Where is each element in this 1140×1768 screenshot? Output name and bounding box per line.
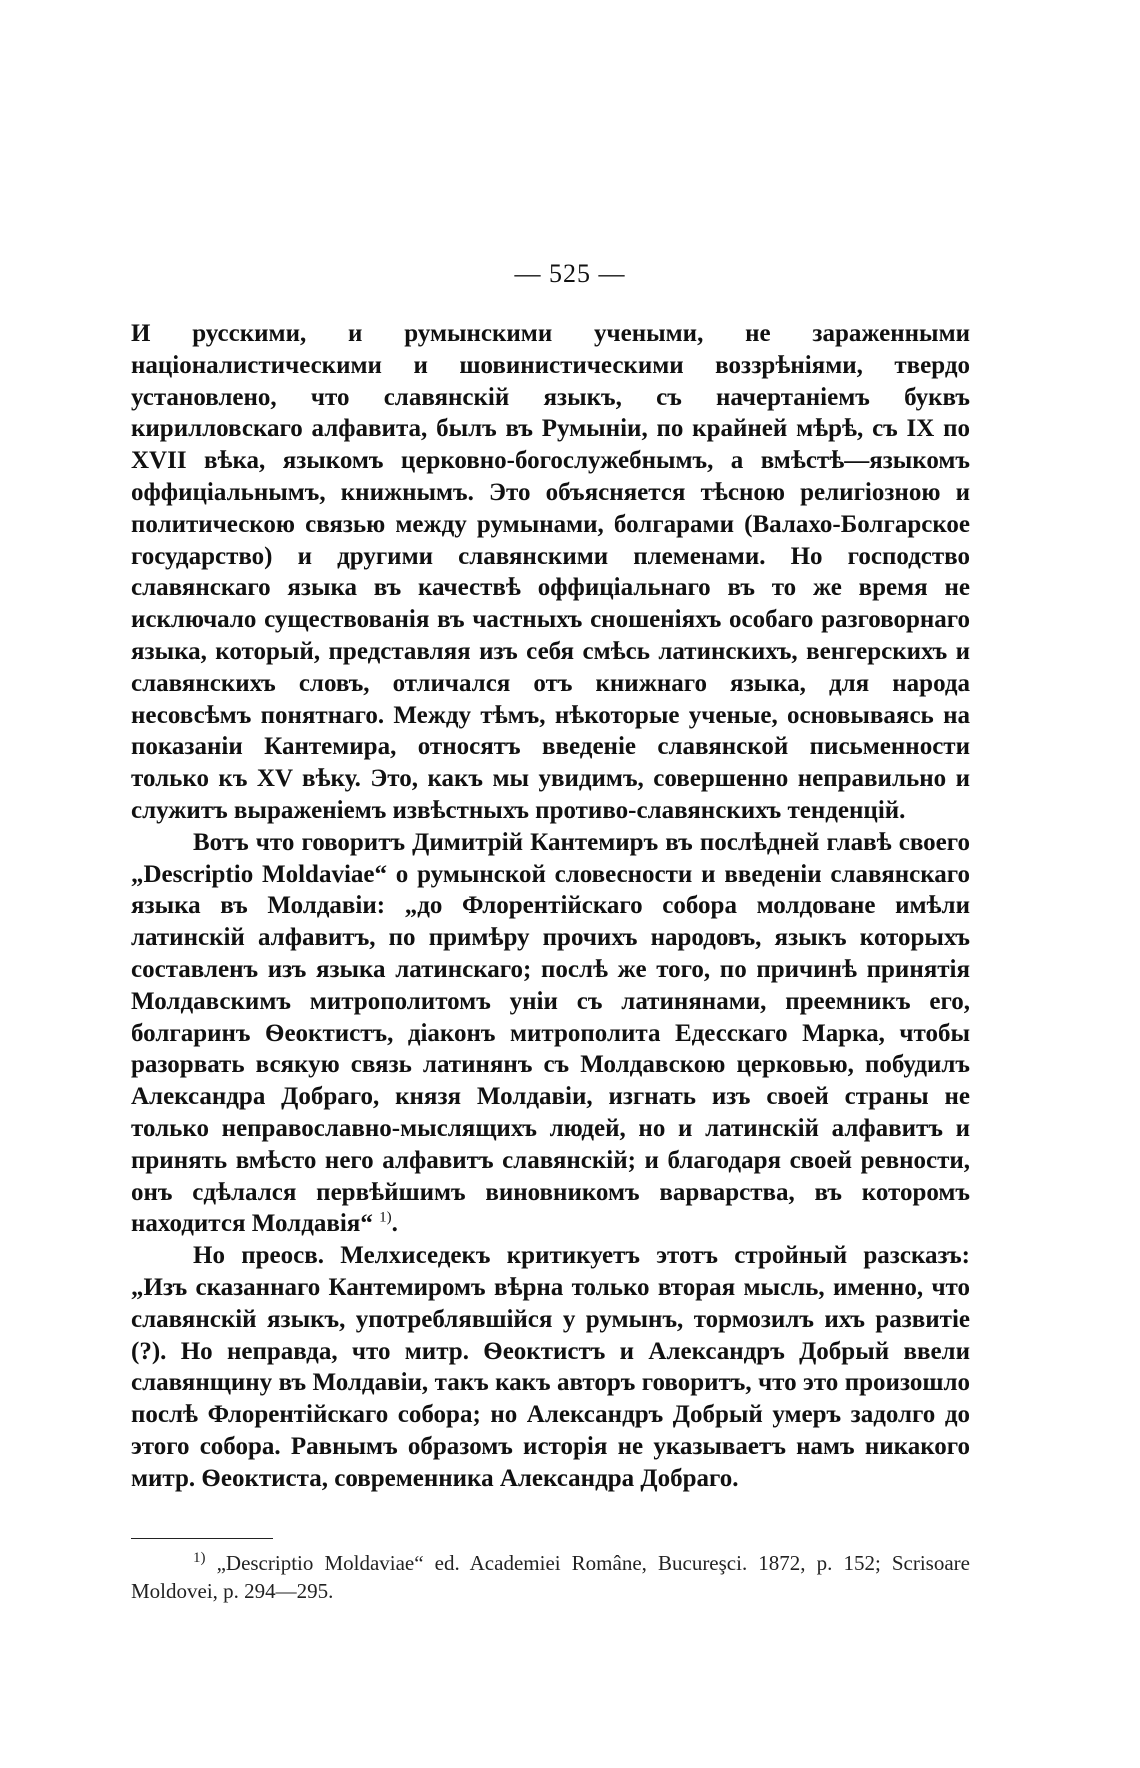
footnote-marker: 1) <box>193 1550 206 1566</box>
main-text <box>131 318 970 1494</box>
footnote-text: „Descriptio Moldaviae“ ed. Academiei Române, Bucureşci. 1872, p. 152; Scrisoare Moldovei, p. 294—295. <box>131 1551 970 1603</box>
footnote-reference: 1) <box>379 1209 392 1226</box>
footnote <box>131 1549 970 1605</box>
paragraph-1: И русскими, и румынскими учеными, не зараженными націоналистическими и шовинистическими воззрѣніями, твердо установлено, что славянскій языкъ, съ начертаніемъ буквъ кирилловскаго алфавита, былъ въ Румыніи, по крайней мѣрѣ, съ IX по XVII вѣка, языкомъ церковно-богослужебнымъ, а вмѣстѣ—языкомъ оффиціальнымъ, книжнымъ. Это объясняется тѣсною религіозною и политическою связью между румынами, болгарами (Валахо-Болгарское государство) и другими славянскими племенами. Но господство славянскаго языка въ качествѣ оффиціальнаго въ то же время не исключало существованія въ частныхъ сношеніяхъ особаго разговорнаго языка, который, представляя изъ себя смѣсь латинскихъ, венгерскихъ и славянскихъ словъ, отличался отъ книжнаго языка, для народа несовсѣмъ понятнаго. Между тѣмъ, нѣкоторые ученые, основываясь на показаніи Кантемира, относятъ введеніе славянской письменности только къ XV вѣку. Это, какъ мы увидимъ, совершенно неправильно и служитъ выраженіемъ извѣстныхъ противо-славянскихъ тенденцій. <box>131 320 970 824</box>
paragraph-3: Но преосв. Мелхиседекъ критикуетъ этотъ стройный разсказъ: „Изъ сказаннаго Кантемиромъ вѣрна только вторая мысль, именно, что славянскій языкъ, употреблявшійся у румынъ, тормозилъ ихъ развитіе (?). Но неправда, что митр. Ѳеоктистъ и Александръ Добрый ввели славянщину въ Молдавіи, такъ какъ авторъ говоритъ, что это произошло послѣ Флорентійскаго собора; но Александръ Добрый умеръ задолго до этого собора. Равнымъ образомъ исторія не указываетъ намъ никакого митр. Ѳеоктиста, современника Александра Добраго. <box>131 1242 970 1492</box>
paragraph-2-text: Вотъ что говоритъ Димитрій Кантемиръ въ послѣдней главѣ своего „Descriptio Moldaviae“ о румынской словесности и введеніи славянскаго языка въ Молдавіи: „до Флорентійскаго собора молдоване имѣли латинскій алфавитъ, по примѣру прочихъ народовъ, языкъ которыхъ составленъ изъ языка латинскаго; послѣ же того, по причинѣ принятія Молдавскимъ митрополитомъ уніи съ латинянами, преемникъ его, болгаринъ Ѳеоктистъ, діаконъ митрополита Едесскаго Марка, чтобы разорвать всякую связь латинянъ съ Молдавскою церковью, побудилъ Александра Добраго, князя Молдавіи, изгнать изъ своей страны не только неправославно-мыслящихъ людей, но и латинскій алфавитъ и принять вмѣсто него алфавитъ славянскій; и благодаря своей ревности, онъ сдѣлался первѣйшимъ виновникомъ варварства, въ которомъ находится Молдавія“ <box>131 828 970 1238</box>
paragraph-2 <box>131 827 970 1240</box>
footnote-entry <box>131 1549 970 1605</box>
paragraph-2-tail: . <box>391 1210 398 1238</box>
page-number: — 525 — <box>514 259 626 288</box>
footnote-divider <box>131 1538 273 1539</box>
